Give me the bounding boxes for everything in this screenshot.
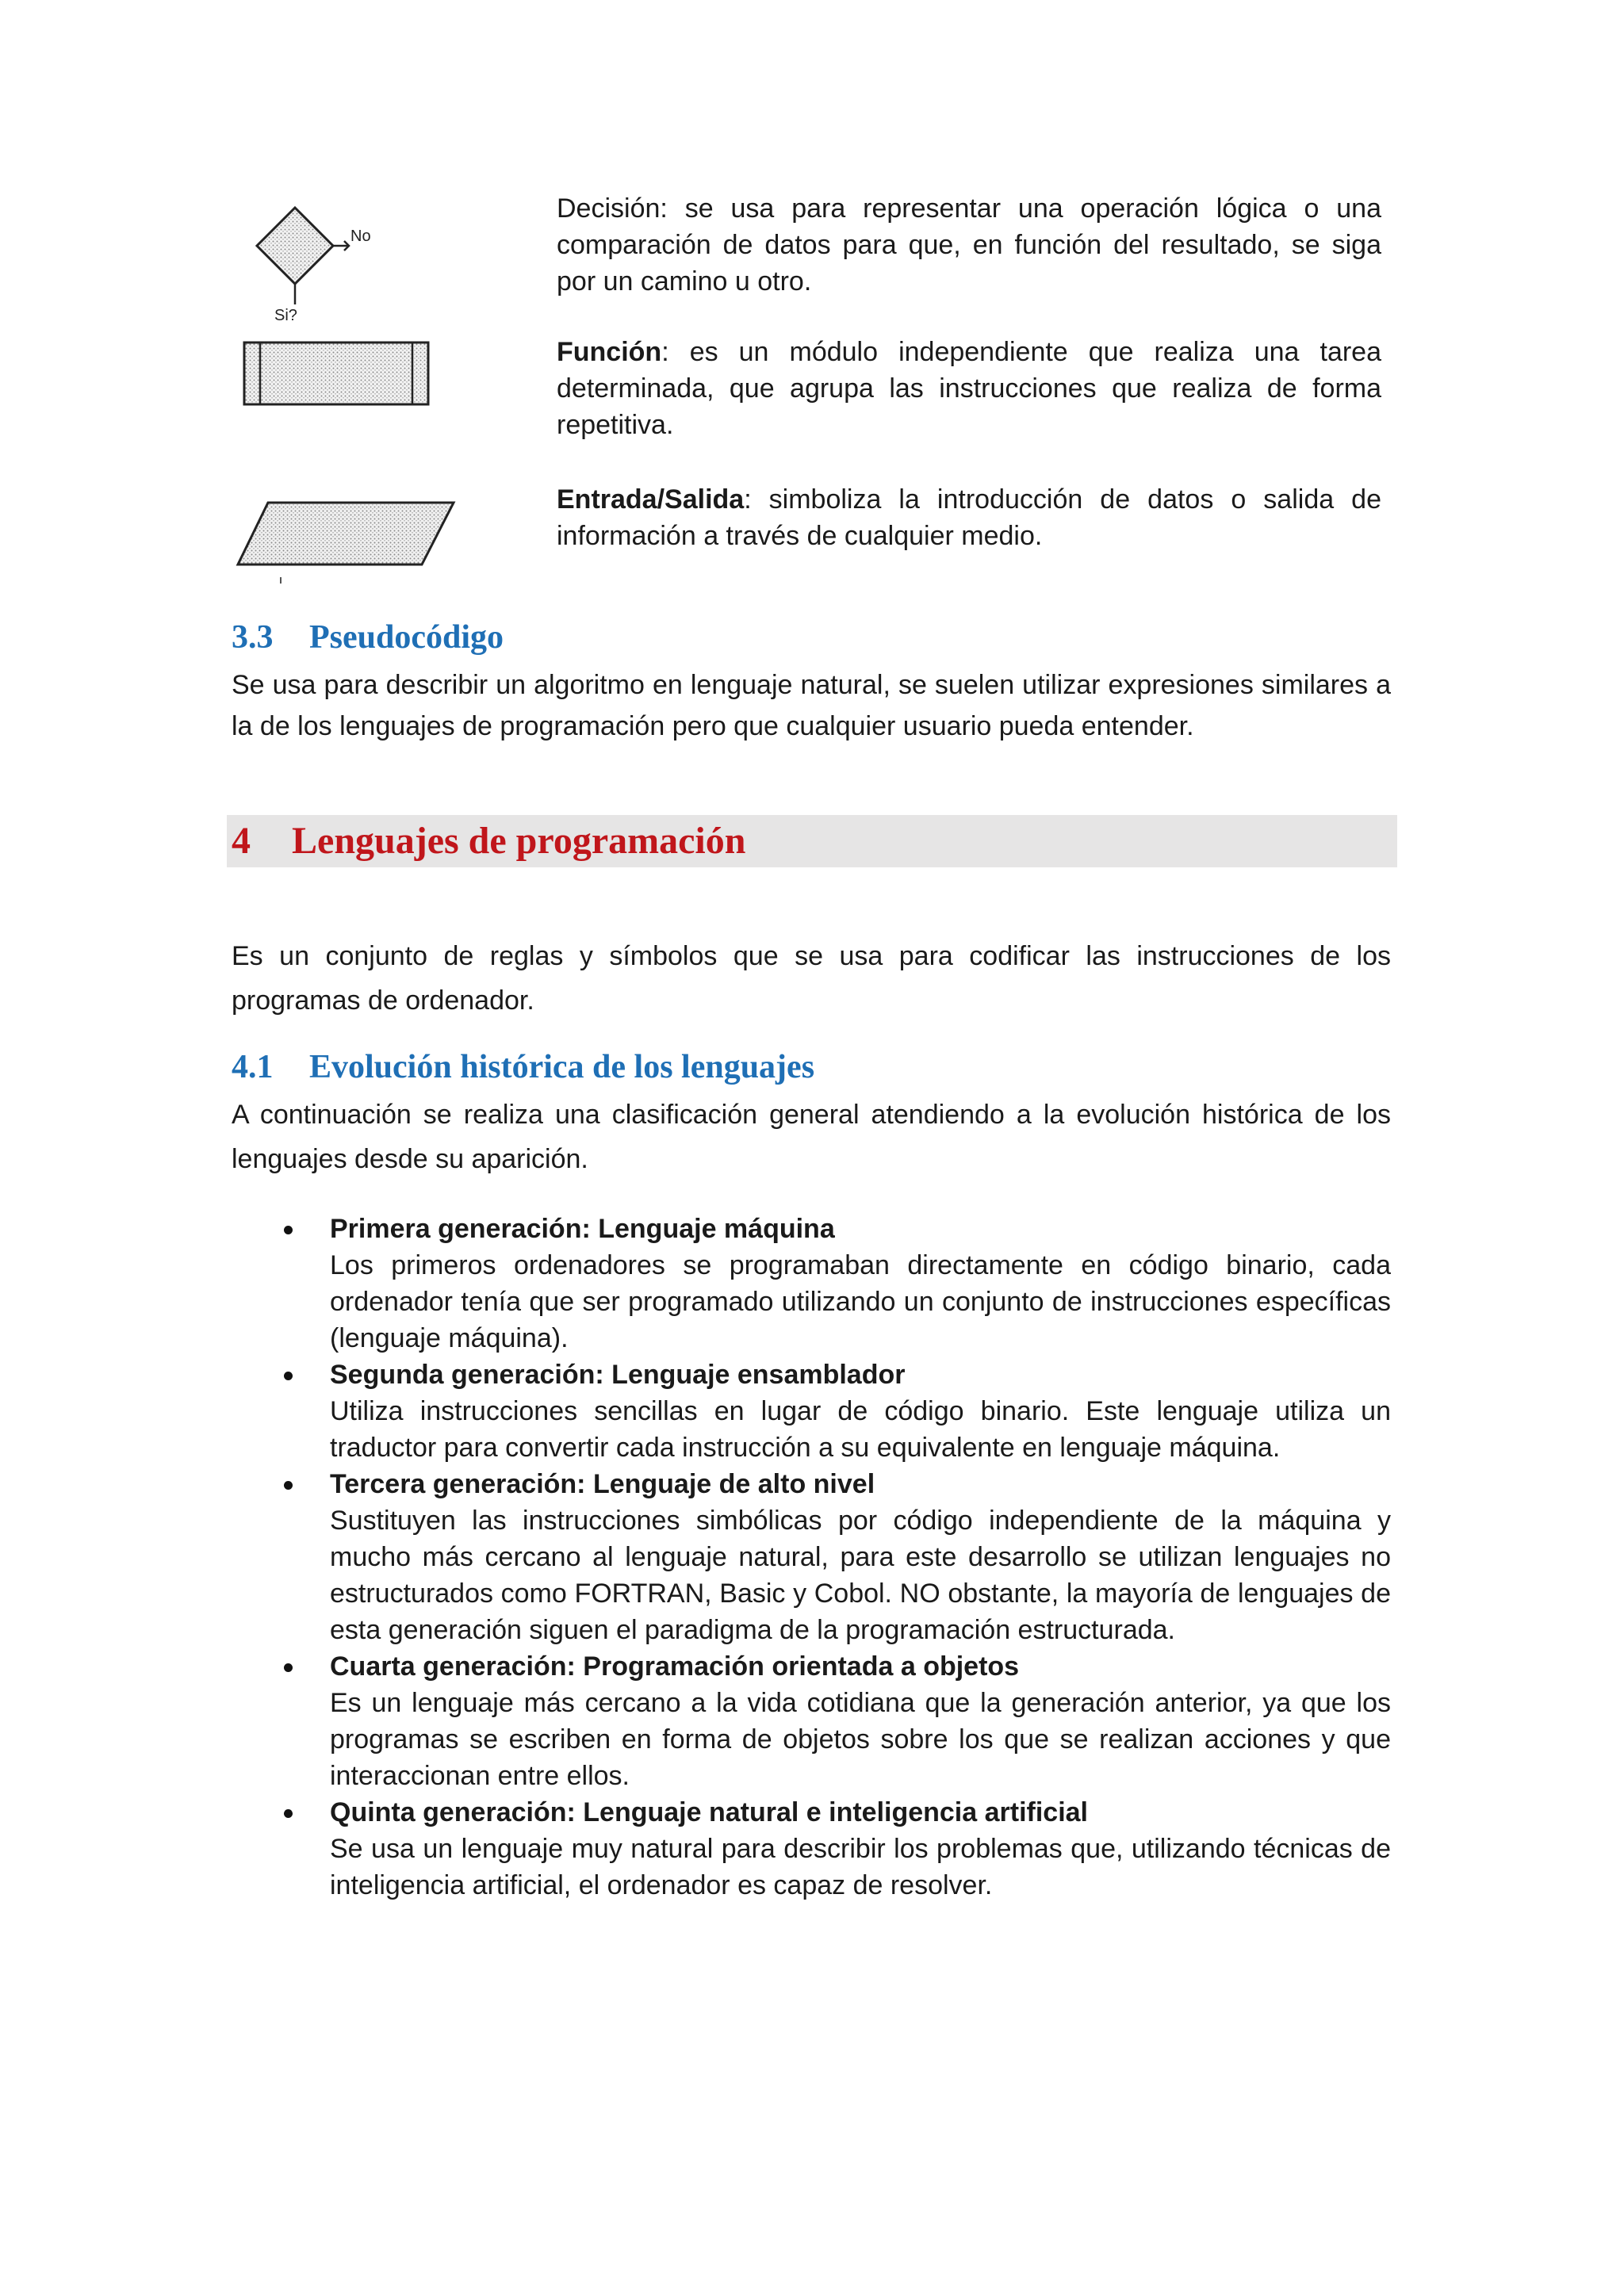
bullet-icon [284, 1663, 293, 1672]
section-4-body: Es un conjunto de reglas y símbolos que se usa para codificar las instrucciones de los programas de ordenador. [232, 941, 1391, 1016]
section-4-number: 4 [232, 820, 251, 862]
generation-description: Se usa un lenguaje muy natural para describir los problemas que, utilizando técnicas de inteligencia artificial, el ordenador es capaz de resolver. [330, 1834, 1391, 1900]
decision-yes-mark: Si? [274, 307, 297, 323]
input-output-label: Entrada/Salida [557, 484, 745, 515]
generation-description: Es un lenguaje más cercano a la vida cotidiana que la generación anterior, ya que los programas se escriben en forma de objetos sobre los que se realizan acciones y que interaccionan entre ellos. [330, 1688, 1391, 1791]
section-4-heading [232, 815, 745, 867]
function-text: : es un módulo independiente que realiza una tarea determinada, que agrupa las instrucciones que realiza de forma repetitiva. [557, 337, 1381, 440]
generation-title: Tercera generación: Lenguaje de alto nivel [330, 1469, 875, 1499]
decision-text: : se usa para representar una operación lógica o una comparación de datos para que, en función del resultado, se siga por un camino u otro. [557, 193, 1381, 297]
list-item [232, 1357, 1391, 1466]
generation-title: Primera generación: Lenguaje máquina [330, 1214, 835, 1244]
section-4-1-heading [232, 1048, 814, 1086]
section-4-title: Lenguajes de programación [292, 820, 746, 862]
input-output-parallelogram-icon [235, 498, 457, 587]
generation-description: Los primeros ordenadores se programaban directamente en código binario, cada ordenador tenía que ser programado utilizando un conjunto de instrucciones específicas (lenguaje máquina). [330, 1250, 1391, 1353]
generations-list [232, 1211, 1391, 1904]
section-4-1-number: 4.1 [232, 1049, 274, 1085]
decision-no-mark: No [350, 228, 371, 245]
list-item [232, 1466, 1391, 1648]
bullet-icon [284, 1226, 293, 1234]
list-item [232, 1211, 1391, 1357]
section-4-1-body: A continuación se realiza una clasificación general atendiendo a la evolución histórica de los lenguajes desde su aparición. [232, 1100, 1391, 1174]
generation-title: Cuarta generación: Programación orientada a objetos [330, 1651, 1020, 1682]
generation-title: Quinta generación: Lenguaje natural e inteligencia artificial [330, 1797, 1089, 1827]
decision-description [557, 190, 1381, 300]
generation-description: Sustituyen las instrucciones simbólicas por código independiente de la máquina y mucho más cercano al lenguaje natural, para este desarrollo se utilizan lenguajes no estructurados como FORTRAN, Basic y Cobol. NO obstante, la mayoría de lenguajes de esta generación siguen el paradigma de la programación estructurada. [330, 1506, 1391, 1645]
section-4-1-title: Evolución histórica de los lenguajes [309, 1049, 815, 1085]
section-3-3-title: Pseudocódigo [309, 619, 504, 656]
section-3-3-body: Se usa para describir un algoritmo en lenguaje natural, se suelen utilizar expresiones similares a la de los lenguajes de programación pero que cualquier usuario pueda entender. [232, 670, 1391, 741]
bullet-icon [284, 1372, 293, 1380]
function-label: Función [557, 337, 662, 367]
section-3-3-number: 3.3 [232, 619, 274, 656]
generation-description: Utiliza instrucciones sencillas en lugar de código binario. Este lenguaje utiliza un traductor para convertir cada instrucción a su equivalente en lenguaje máquina. [330, 1396, 1391, 1463]
decision-label: Decisión [557, 193, 661, 224]
function-process-icon [241, 339, 431, 408]
input-output-text: : simboliza la introducción de datos o salida de información a través de cualquier medio. [557, 484, 1381, 551]
input-output-description [557, 481, 1381, 554]
section-3-3-heading [232, 618, 504, 656]
function-description [557, 334, 1381, 443]
list-item [232, 1648, 1391, 1794]
bullet-icon [284, 1481, 293, 1490]
bullet-icon [284, 1809, 293, 1818]
decision-diamond-icon [252, 205, 379, 323]
generation-title: Segunda generación: Lenguaje ensamblador [330, 1360, 906, 1390]
list-item [232, 1794, 1391, 1904]
